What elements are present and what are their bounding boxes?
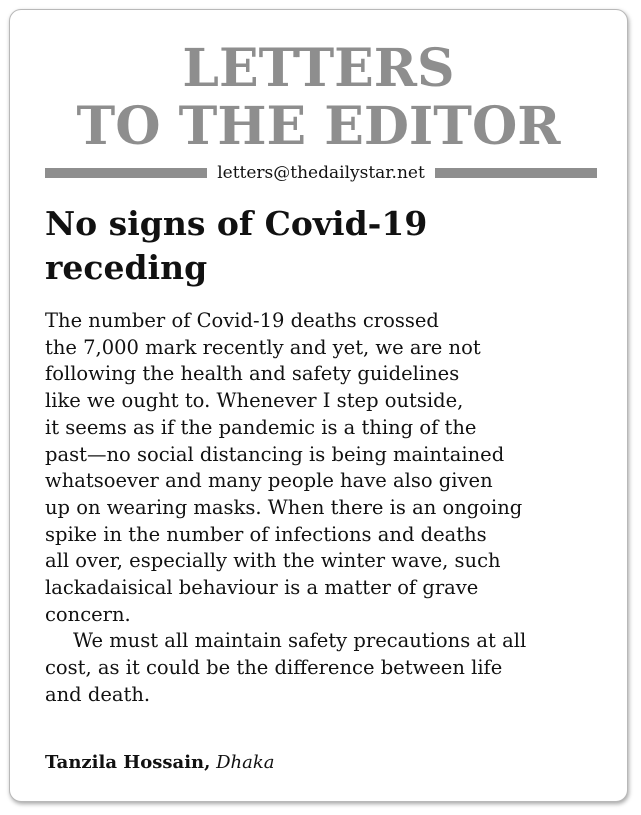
body-line: lackadaisical behaviour is a matter of grave bbox=[45, 576, 479, 600]
headline-line-2: receding bbox=[45, 248, 208, 287]
paragraph-1 bbox=[45, 308, 615, 628]
body-line: past—no social distancing is being maintained bbox=[45, 442, 505, 466]
body-line: up on wearing masks. When there is an ongoing bbox=[45, 495, 523, 519]
right-rule bbox=[435, 168, 597, 178]
email-address: letters@thedailystar.net bbox=[217, 163, 425, 183]
body-line: concern. bbox=[45, 602, 131, 626]
masthead-line-2: TO THE EDITOR bbox=[76, 96, 561, 157]
letter-card bbox=[9, 9, 628, 802]
body-line: spike in the number of infections and deaths bbox=[45, 522, 487, 546]
section-masthead bbox=[10, 40, 627, 156]
body-line: whatsoever and many people have also given bbox=[45, 469, 493, 493]
email-row bbox=[45, 162, 597, 184]
masthead-line-1: LETTERS bbox=[182, 38, 455, 99]
headline-line-1: No signs of Covid-19 bbox=[45, 204, 428, 243]
body-line: cost, as it could be the difference between life bbox=[45, 656, 503, 680]
body-line: We must all maintain safety precautions at all bbox=[73, 629, 527, 653]
letter-headline bbox=[45, 202, 605, 290]
paragraph-2 bbox=[45, 628, 615, 708]
body-line: the 7,000 mark recently and yet, we are not bbox=[45, 335, 481, 359]
body-line: like we ought to. Whenever I step outside, bbox=[45, 389, 464, 413]
body-line: The number of Covid-19 deaths crossed bbox=[45, 309, 439, 332]
body-line: following the health and safety guidelines bbox=[45, 362, 460, 386]
letter-body bbox=[45, 308, 615, 709]
author-location: Dhaka bbox=[216, 752, 275, 773]
body-line: it seems as if the pandemic is a thing of the bbox=[45, 415, 477, 439]
letter-signature bbox=[45, 752, 275, 773]
left-rule bbox=[45, 168, 207, 178]
author-name: Tanzila Hossain, bbox=[45, 752, 211, 773]
body-line: all over, especially with the winter wave, such bbox=[45, 549, 501, 573]
body-line: and death. bbox=[45, 682, 151, 706]
